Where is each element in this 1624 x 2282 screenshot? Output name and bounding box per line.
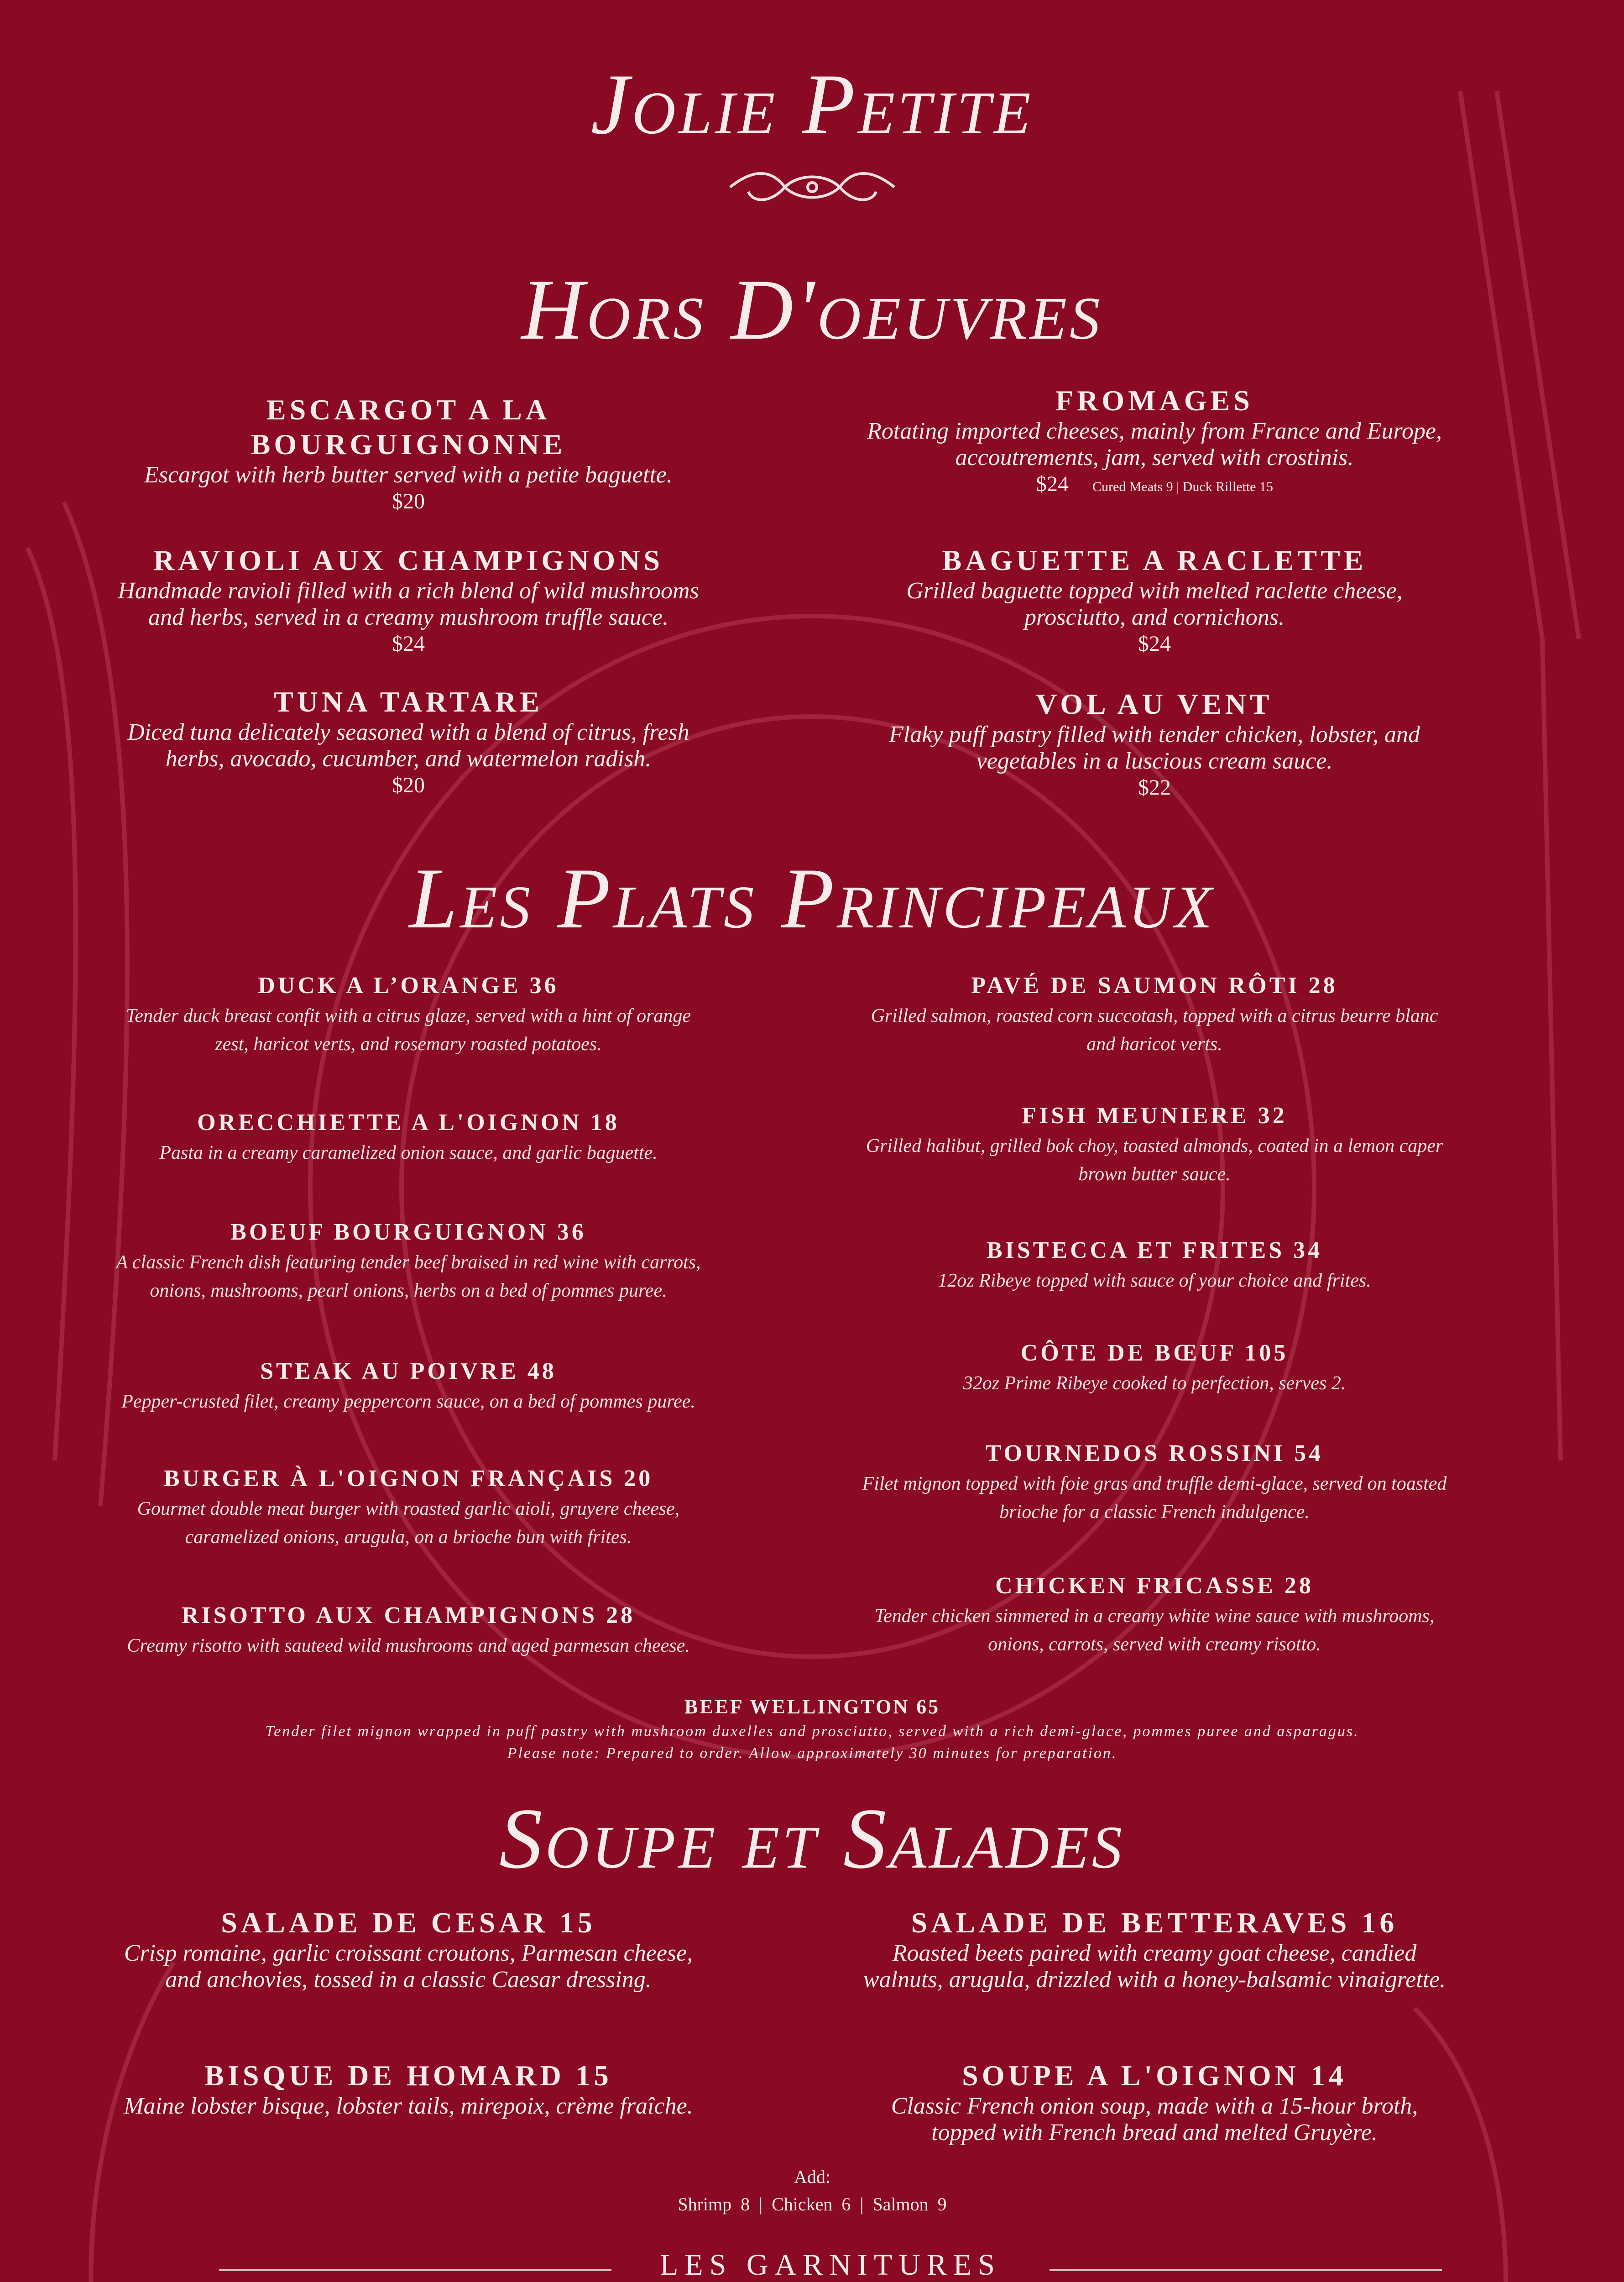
- item-name: SALADE DE BETTERAVES 16: [911, 1906, 1398, 1939]
- item-desc: Grilled salmon, roasted corn succotash, topped with a citrus beurre blanc and haricot verts.: [871, 1005, 1438, 1055]
- item-desc: Maine lobster bisque, lobster tails, mirepoix, crème fraîche.: [124, 2093, 693, 2119]
- item-name: SALADE DE CESAR 15: [221, 1906, 596, 1939]
- item-desc: 12oz Ribeye topped with sauce of your choice and frites.: [938, 1270, 1371, 1291]
- brand-title: Jolie Petite: [590, 57, 1034, 152]
- menu-item: [114, 1107, 703, 1167]
- item-desc: Pepper-crusted filet, creamy peppercorn sauce, on a bed of pommes puree.: [121, 1391, 695, 1412]
- menu-item: [114, 1356, 703, 1416]
- item-name: RAVIOLI AUX CHAMPIGNONS: [153, 544, 664, 576]
- item-desc: Rotating imported cheeses, mainly from France and Europe, accoutrements, jam, served with crostinis.: [867, 418, 1442, 471]
- item-price: $20: [392, 773, 425, 797]
- item-desc: Diced tuna delicately seasoned with a blend of citrus, fresh herbs, avocado, cucumber, and watermelon radish.: [127, 719, 689, 772]
- menu-item: [858, 1235, 1451, 1295]
- menu-item: [858, 1438, 1451, 1526]
- menu-item: [114, 1600, 703, 1660]
- menu-item: [114, 970, 703, 1058]
- item-desc: Flaky puff pastry filled with tender chicken, lobster, and vegetables in a luscious cream sauce.: [888, 722, 1420, 774]
- item-desc: 32oz Prime Ribeye cooked to perfection, serves 2.: [963, 1373, 1346, 1394]
- menu-item: [858, 687, 1451, 801]
- item-name: BURGER À L'OIGNON FRANÇAIS 20: [163, 1466, 653, 1492]
- item-desc: A classic French dish featuring tender beef braised in red wine with carrots, onions, mushrooms, pearl onions, herbs on a bed of pommes puree.: [116, 1252, 701, 1301]
- menu-item: [858, 970, 1451, 1058]
- item-name: RISOTTO AUX CHAMPIGNONS 28: [181, 1602, 636, 1628]
- item-desc: Pasta in a creamy caramelized onion sauce, and garlic baguette.: [159, 1142, 658, 1163]
- menu-item: [114, 543, 703, 657]
- item-name: BISQUE DE HOMARD 15: [204, 2059, 612, 2092]
- plats-title: Les Plats Principeaux: [409, 851, 1215, 947]
- item-name: FROMAGES: [1055, 384, 1253, 417]
- menu-item: [114, 393, 703, 515]
- item-desc: Escargot with herb butter served with a petite baguette.: [144, 462, 673, 488]
- menu-item: [114, 2058, 703, 2120]
- item-desc: Filet mignon topped with foie gras and truffle demi-glace, served on toasted brioche for a classic French indulgence.: [862, 1473, 1447, 1523]
- item-name: ESCARGOT A LA BOURGUIGNONNE: [251, 393, 566, 461]
- divider-right: [1050, 2269, 1442, 2271]
- item-name: BISTECCA ET FRITES 34: [986, 1237, 1323, 1263]
- item-name: STEAK AU POIVRE 48: [260, 1358, 557, 1384]
- menu-item: [858, 1570, 1451, 1659]
- menu-item: [114, 1216, 703, 1305]
- item-name: BAGUETTE A RACLETTE: [942, 544, 1367, 576]
- item-price: [858, 471, 1451, 500]
- menu-item: [858, 543, 1451, 657]
- item-name: BEEF WELLINGTON 65: [684, 1696, 940, 1718]
- item-name: FISH MEUNIERE 32: [1022, 1103, 1287, 1129]
- item-price: $24: [1138, 632, 1171, 656]
- item-extra: Cured Meats 9 | Duck Rillette 15: [1092, 479, 1273, 494]
- item-name: BOEUF BOURGUIGNON 36: [230, 1219, 586, 1245]
- item-name: TOURNEDOS ROSSINI 54: [985, 1440, 1324, 1466]
- menu-item: [858, 1337, 1451, 1397]
- sides-title: LES GARNITURES: [660, 2248, 1001, 2282]
- flourish-ornament: [721, 160, 903, 215]
- item-desc: Crisp romaine, garlic croissant croutons, Parmesan cheese, and anchovies, tossed in a classic Caesar dressing.: [124, 1940, 693, 1993]
- menu-item: [858, 1100, 1451, 1188]
- item-desc: Tender duck breast confit with a citrus glaze, served with a hint of orange zest, haricot verts, and rosemary roasted potatoes.: [125, 1005, 691, 1055]
- item-name: PAVÉ DE SAUMON RÔTI 28: [971, 973, 1338, 999]
- item-price: $24: [392, 632, 425, 656]
- item-name: DUCK A L’ORANGE 36: [258, 973, 559, 999]
- item-desc: Grilled halibut, grilled bok choy, toasted almonds, coated in a lemon caper brown butter sauce.: [866, 1136, 1443, 1185]
- menu-item: [114, 1463, 703, 1551]
- item-name: CÔTE DE BŒUF 105: [1020, 1340, 1289, 1366]
- item-name: TUNA TARTARE: [274, 686, 543, 718]
- item-price: $22: [1138, 775, 1171, 800]
- menu-item: [858, 2058, 1451, 2146]
- item-desc: Tender filet mignon wrapped in puff pastry with mushroom duxelles and prosciutto, served with a rich demi-glace, pommes puree and asparagus. Please note: Prepared to order. Allow approximately 30 minutes for preparation.: [265, 1723, 1359, 1762]
- item-name: ORECCHIETTE A L'OIGNON 18: [197, 1110, 620, 1136]
- item-desc: Roasted beets paired with creamy goat cheese, candied walnuts, arugula, drizzled with a honey-balsamic vinaigrette.: [863, 1940, 1446, 1993]
- menu-item: [858, 383, 1451, 500]
- item-name: CHICKEN FRICASSE 28: [995, 1573, 1314, 1599]
- item-desc: Grilled baguette topped with melted raclette cheese, prosciutto, and cornichons.: [906, 578, 1403, 630]
- menu-item: [114, 685, 703, 799]
- divider-left: [219, 2269, 611, 2271]
- menu-item: [114, 1905, 703, 1993]
- item-price: $20: [392, 489, 425, 513]
- item-desc: Creamy risotto with sauteed wild mushrooms and aged parmesan cheese.: [127, 1635, 690, 1656]
- hors-oeuvres-title: Hors D'oeuvres: [521, 262, 1103, 358]
- soupe-title: Soupe et Salades: [499, 1791, 1125, 1887]
- add-label: Add:: [794, 2167, 830, 2187]
- item-price-value: $24: [1036, 472, 1069, 496]
- item-desc: Gourmet double meat burger with roasted garlic aioli, gruyere cheese, caramelized onions, arugula, on a brioche bun with frites.: [137, 1498, 680, 1548]
- beef-wellington: [256, 1693, 1369, 1764]
- item-name: VOL AU VENT: [1036, 688, 1273, 720]
- add-items: Shrimp 8 | Chicken 6 | Salmon 9: [678, 2194, 947, 2214]
- menu-item: [858, 1905, 1451, 1993]
- add-protein: [548, 2163, 1077, 2218]
- item-desc: Tender chicken simmered in a creamy white wine sauce with mushrooms, onions, carrots, served with creamy risotto.: [874, 1606, 1435, 1655]
- item-name: SOUPE A L'OIGNON 14: [962, 2059, 1347, 2092]
- item-desc: Handmade ravioli filled with a rich blend of wild mushrooms and herbs, served in a creamy mushroom truffle sauce.: [118, 578, 699, 630]
- item-desc: Classic French onion soup, made with a 15-hour broth, topped with French bread and melted Gruyère.: [891, 2093, 1418, 2146]
